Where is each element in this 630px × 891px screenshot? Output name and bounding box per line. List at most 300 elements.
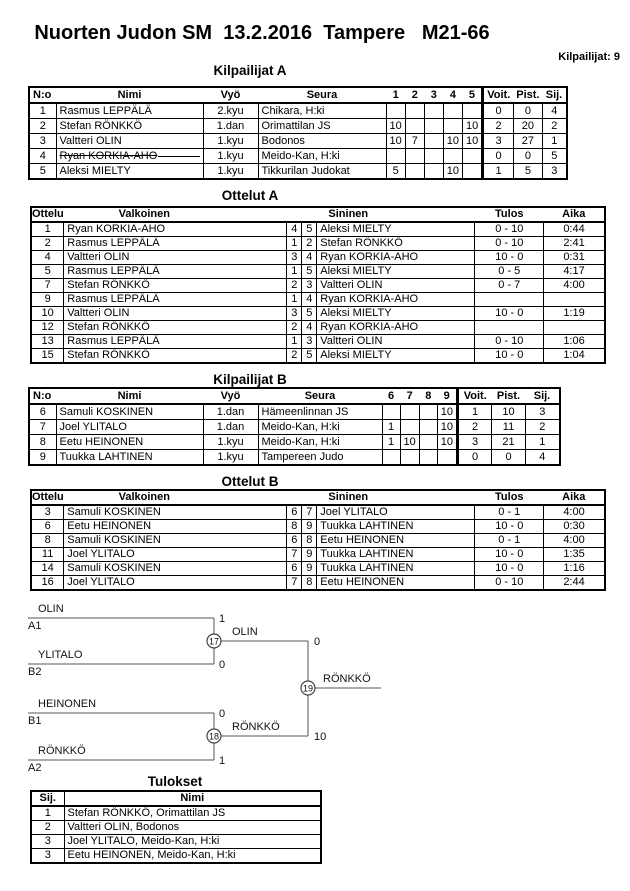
cell: Valtteri OLIN [317,335,475,349]
cell: 9 [29,450,56,466]
table-kilpailijat-b [28,387,561,466]
cell: 3 [302,279,317,293]
cell: 10 [437,404,457,420]
cell: 1 [526,435,560,450]
table-row [29,149,567,164]
cell: Rasmus LEPPÄLÄ [56,103,203,119]
competitors-count: Kilpailijat: 9 [558,51,620,63]
table-row [31,321,605,335]
cell: 6 [287,505,302,520]
cell: Meido-Kan, H:ki [258,420,382,435]
cell: 9 [302,562,317,576]
cell: 10 - 0 [475,548,544,562]
cell: 6 [31,520,64,534]
cell: Tuukka LAHTINEN [56,450,203,466]
cell: 8 [31,534,64,548]
cell: 3 [483,134,514,149]
cell: Stefan RÖNKKÖ [56,119,203,134]
bracket-score-winner-18: 10 [314,731,327,743]
col-header: Valkoinen [64,207,287,222]
col-header: Sininen [317,490,475,505]
cell [386,149,405,164]
bracket-name-a1: OLIN [38,603,64,615]
cell [475,293,544,307]
cell: Meido-Kan, H:ki [258,149,386,164]
cell: Joel YLITALO [64,576,287,591]
col-header: Vyö [203,388,258,404]
cell: 3 [526,404,560,420]
cell [544,321,605,335]
cell: 2 [287,349,302,364]
cell: 4:00 [544,534,605,548]
bracket-name-b1: HEINONEN [38,698,97,710]
cell: 4:17 [544,265,605,279]
cell: 4 [526,450,560,466]
cell: 2.kyu [203,103,258,119]
table-row [31,548,605,562]
table-row [31,222,605,237]
cell: 10 [443,164,462,180]
cell: 1:35 [544,548,605,562]
cell: 5 [302,349,317,364]
cell: Stefan RÖNKKÖ [64,321,287,335]
cell: 10 [31,307,64,321]
section-title-kilpailijat-a: Kilpailijat A [213,63,287,78]
bracket-winner-19: RÖNKKÖ [323,673,371,685]
cell: 0 - 1 [475,505,544,520]
cell [386,103,405,119]
cell: 7 [31,279,64,293]
cell: 0:31 [544,251,605,265]
col-header: Valkoinen [64,490,287,505]
cell: 1:16 [544,562,605,576]
bracket-tag-b1: B1 [28,715,42,727]
col-header: Aika [544,207,605,222]
cell: Samuli KOSKINEN [56,404,203,420]
cell: Samuli KOSKINEN [64,505,287,520]
bracket-score-b1: 0 [219,708,226,720]
cell: Stefan RÖNKKÖ [64,279,287,293]
cell: Hämeenlinnan JS [258,404,382,420]
table-row [31,265,605,279]
cell [405,164,424,180]
cell [424,103,443,119]
col-header: Seura [258,388,382,404]
cell: Ryan KORKIA-AHO [317,251,475,265]
table-ottelut-b [30,489,606,591]
cell: Joel YLITALO, Meido-Kan, H:ki [64,835,321,849]
cell: Rasmus LEPPÄLÄ [64,335,287,349]
cell: 4:00 [544,279,605,293]
table-row [29,119,567,134]
col-header: Seura [258,87,386,103]
cell: 2:41 [544,237,605,251]
cell: Valtteri OLIN [56,134,203,149]
col-header [287,490,302,505]
cell: Tampereen Judo [258,450,382,466]
cell: Valtteri OLIN [64,307,287,321]
col-header: Ottelu [32,208,64,220]
cell: 5 [302,222,317,237]
cell: 6 [287,562,302,576]
cell: 2 [287,321,302,335]
cell: Rasmus LEPPÄLÄ [64,265,287,279]
cell: 1 [29,103,56,119]
cell [419,404,437,420]
cell: 2 [29,119,56,134]
section-title-kilpailijat-b: Kilpailijat B [213,372,287,387]
cell: Eetu HEINONEN [56,435,203,450]
col-header: 4 [443,87,462,103]
bracket-winner-17: OLIN [232,626,258,638]
cell: Eetu HEINONEN [64,520,287,534]
cell: 4 [543,103,567,119]
cell: 13 [31,335,64,349]
cell [400,404,419,420]
cell: 3 [543,164,567,180]
cell: 2 [543,119,567,134]
cell: 4 [287,222,302,237]
table-row [31,849,321,864]
cell: 12 [31,321,64,335]
cell: 3 [31,849,64,864]
col-header: Pist. [513,87,542,103]
cell: 10 - 0 [475,520,544,534]
col-header: Ottelu [32,491,64,503]
col-header: Pist. [492,388,526,404]
cell: 10 [463,119,483,134]
table-header-row [29,388,560,404]
cell: Aleksi MIELTY [56,164,203,180]
section-title-ottelut-a: Ottelut A [221,188,279,203]
cell: 0 - 10 [475,237,544,251]
cell: Rasmus LEPPÄLÄ [64,293,287,307]
cell [463,164,483,180]
cell: 1:19 [544,307,605,321]
cell: Chikara, H:ki [258,103,386,119]
col-header [302,490,317,505]
col-header [302,207,317,222]
cell: 0 - 10 [475,576,544,591]
cell: 4:00 [544,505,605,520]
table-row [29,420,560,435]
cell: 1 [382,420,400,435]
table-row [29,164,567,180]
cell: 0 - 10 [475,222,544,237]
cell: Orimattilan JS [258,119,386,134]
cell [400,450,419,466]
cell [424,164,443,180]
cell: 15 [31,349,64,364]
col-header: Sij. [543,87,567,103]
table-row [31,505,605,520]
cell: Tuukka LAHTINEN [317,548,475,562]
col-header: N:o [29,388,56,404]
bracket-tag-a1: A1 [28,620,42,632]
cell: Tikkurilan Judokat [258,164,386,180]
cell: 3 [458,435,492,450]
cell: 8 [302,576,317,591]
col-header: N:o [29,87,56,103]
cell: 1.kyu [203,164,258,180]
cell: 8 [302,534,317,548]
table-row [31,835,321,849]
table-row [29,103,567,119]
cell: 11 [492,420,526,435]
bracket-score-a1: 1 [219,613,226,625]
cell [544,293,605,307]
table-row [29,404,560,420]
cell: Stefan RÖNKKÖ [317,237,475,251]
cell: Rasmus LEPPÄLÄ [64,237,287,251]
bracket-score-b2: 0 [219,659,226,671]
cell: 4 [302,293,317,307]
col-header: Voit. [483,87,514,103]
cell: 10 - 0 [475,349,544,364]
cell: 5 [543,149,567,164]
col-header: Sij. [31,791,64,806]
cell: 3 [31,505,64,520]
cell [419,435,437,450]
cell: 7 [29,420,56,435]
table-header-row [31,791,321,806]
col-header: 1 [386,87,405,103]
col-header: 2 [405,87,424,103]
col-header: Voit. [458,388,492,404]
cell: 1:04 [544,349,605,364]
cell: 7 [287,576,302,591]
cell: 10 [386,134,405,149]
cell: 0 - 7 [475,279,544,293]
cell: Ryan KORKIA-AHO [317,293,475,307]
col-header: Vyö [203,87,258,103]
table-row [31,237,605,251]
cell: 1 [287,293,302,307]
table-row [31,534,605,548]
table-row [31,349,605,364]
cell: 0 - 1 [475,534,544,548]
cell: 1.kyu [203,450,258,466]
cell [405,149,424,164]
cell [424,134,443,149]
section-title-tulokset: Tulokset [147,774,203,789]
cell: Valtteri OLIN, Bodonos [64,821,321,835]
cell: 1 [287,265,302,279]
table-row [31,335,605,349]
cell [443,103,462,119]
cell: 0 [513,149,542,164]
cell: 8 [29,435,56,450]
cell: 5 [302,265,317,279]
cell: Aleksi MIELTY [317,349,475,364]
cell: 10 [463,134,483,149]
cell: 1:06 [544,335,605,349]
cell: 0 [483,103,514,119]
cell: 2 [31,821,64,835]
bracket-winner-18: RÖNKKÖ [232,721,280,733]
medal-bracket [0,595,630,780]
table-row [31,307,605,321]
table-row [29,435,560,450]
table-row [29,134,567,149]
cell: 20 [513,119,542,134]
col-header: 3 [424,87,443,103]
cell: Bodonos [258,134,386,149]
cell: 2 [287,279,302,293]
col-header: Nimi [56,87,203,103]
table-row [31,520,605,534]
cell: 2 [483,119,514,134]
cell: Aleksi MIELTY [317,265,475,279]
table-tulokset [30,790,322,864]
cell: 1.kyu [203,149,258,164]
table-row [31,821,321,835]
cell: Aleksi MIELTY [317,307,475,321]
cell: Joel YLITALO [56,420,203,435]
cell: 1.dan [203,404,258,420]
cell: Eetu HEINONEN, Meido-Kan, H:ki [64,849,321,864]
table-header-row [31,207,605,222]
col-header: Nimi [64,791,321,806]
cell: 0 - 10 [475,335,544,349]
col-header: Tulos [475,490,544,505]
cell: 1.dan [203,119,258,134]
cell: Tuukka LAHTINEN [317,562,475,576]
cell: 9 [302,520,317,534]
cell: 11 [31,548,64,562]
col-header: Nimi [56,388,203,404]
cell: 1 [31,806,64,821]
cell: 5 [513,164,542,180]
table-row [31,806,321,821]
cell: 4 [302,251,317,265]
table-row [31,562,605,576]
cell: 10 [437,420,457,435]
table-row [31,576,605,591]
cell: Stefan RÖNKKÖ, Orimattilan JS [64,806,321,821]
col-header: Aika [544,490,605,505]
cell: 9 [302,548,317,562]
cell [463,149,483,164]
cell: 0 [492,450,526,466]
cell: 1.dan [203,420,258,435]
cell: 10 - 0 [475,251,544,265]
cell: Ryan KORKIA-AHO [317,321,475,335]
cell: 3 [287,251,302,265]
cell [405,103,424,119]
cell [463,103,483,119]
cell: 3 [31,835,64,849]
cell: 6 [287,534,302,548]
cell: 10 - 0 [475,307,544,321]
bracket-score-winner-17: 0 [314,636,321,648]
cell: 9 [31,293,64,307]
cell: 2 [458,420,492,435]
cell [400,420,419,435]
cell: Aleksi MIELTY [317,222,475,237]
table-ottelut-a [30,206,606,364]
bracket-tag-b2: B2 [28,666,42,678]
table-row [31,279,605,293]
cell-struck-name: Ryan KORKIA-AHO [56,149,203,164]
cell: 1 [287,335,302,349]
match-number-19: 19 [302,683,314,694]
cell: 5 [31,265,64,279]
page-title: Nuorten Judon SM 13.2.2016 Tampere M21-66 [34,22,490,44]
cell: 1 [458,404,492,420]
cell: 0 [513,103,542,119]
cell: 5 [386,164,405,180]
cell: 4 [31,251,64,265]
cell: 1 [382,435,400,450]
col-header: 6 [382,388,400,404]
cell: 1.kyu [203,435,258,450]
cell: 4 [29,149,56,164]
cell: 3 [302,335,317,349]
cell: 1 [287,237,302,251]
cell [419,450,437,466]
cell: 1.kyu [203,134,258,149]
cell: 21 [492,435,526,450]
cell: 2 [302,237,317,251]
section-title-ottelut-b: Ottelut B [221,474,279,489]
cell [419,420,437,435]
cell [382,404,400,420]
cell: 6 [29,404,56,420]
match-number-18: 18 [208,731,220,742]
cell: Tuukka LAHTINEN [317,520,475,534]
cell: 10 [492,404,526,420]
table-kilpailijat-a [28,86,568,180]
cell [382,450,400,466]
col-header [287,207,302,222]
table-header-row [31,490,605,505]
cell [443,119,462,134]
cell: 1 [31,222,64,237]
cell: 7 [287,548,302,562]
table-row [31,251,605,265]
cell: Samuli KOSKINEN [64,534,287,548]
cell: 10 [386,119,405,134]
table-header-row [29,87,567,103]
cell: 0:44 [544,222,605,237]
cell: 0:30 [544,520,605,534]
cell: 1 [483,164,514,180]
col-header: 5 [463,87,483,103]
cell: 3 [29,134,56,149]
cell: 10 [437,435,457,450]
cell: 16 [31,576,64,591]
cell [437,450,457,466]
cell: 0 [483,149,514,164]
cell: Ryan KORKIA-AHO [64,222,287,237]
cell: Meido-Kan, H:ki [258,435,382,450]
cell: 1 [543,134,567,149]
col-header: Sij. [526,388,560,404]
cell: Eetu HEINONEN [317,534,475,548]
col-header: 9 [437,388,457,404]
cell: Stefan RÖNKKÖ [64,349,287,364]
table-row [31,293,605,307]
cell: 0 [458,450,492,466]
col-header: Sininen [317,207,475,222]
cell: 10 - 0 [475,562,544,576]
cell: 5 [29,164,56,180]
col-header: Tulos [475,207,544,222]
cell: 10 [443,134,462,149]
cell: 2 [526,420,560,435]
table-row [29,450,560,466]
